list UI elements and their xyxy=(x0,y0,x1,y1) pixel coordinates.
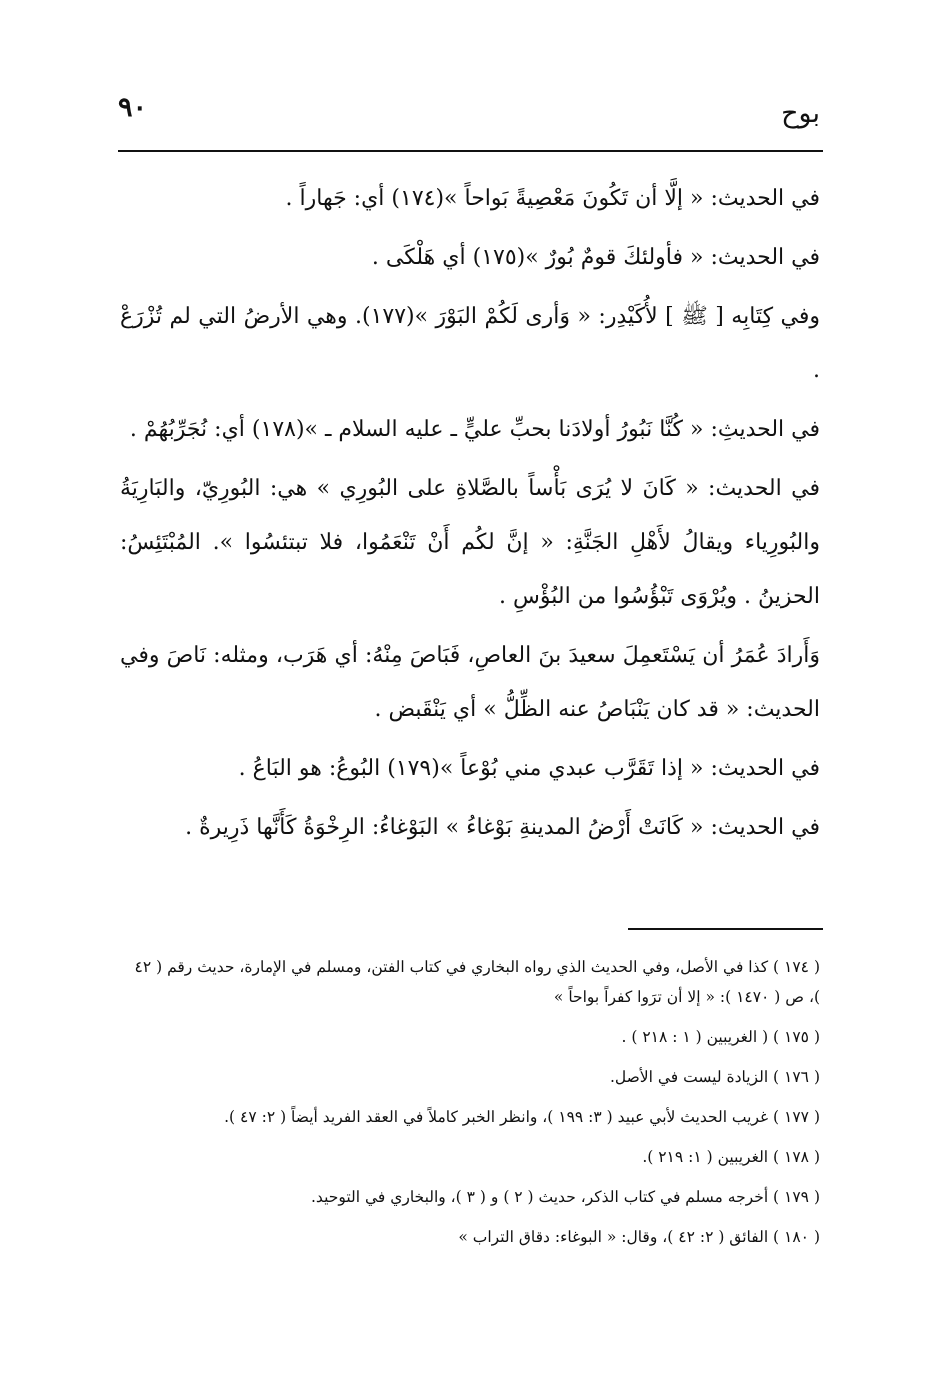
paragraph: في الحديثِ: « كُنَّا نَبُورُ أولادَنا بحبِّ عليٍّ ـ عليه السلام ـ »(١٧٨) أي: نُجَرِّبُهُمْ . xyxy=(129,417,820,442)
paragraph: وَأَرادَ عُمَرُ أن يَسْتَعمِلَ سعيدَ بنَ العاصِ، فَبَاصَ مِنْهُ: أي هَرَب، ومثله: نَاصَ وفي الحديث: « قد كان يَنْبَاصُ عنه الظِّلُّ » أي يَنْقَبض . xyxy=(120,643,820,722)
paragraph: في الحديث: « إلَّا أن تَكُونَ مَعْصِيةً بَواحاً »(١٧٤) أي: جَهاراً . xyxy=(285,186,820,211)
footnote: ( ١٨٠ ) الفائق ( ٢: ٤٢ )، وقال: « البوغاء: دقاق التراب » xyxy=(458,1228,820,1246)
page-number: ٩٠ xyxy=(118,92,148,123)
paragraph: في الحديث: « فأولئكَ قومٌ بُورٌ »(١٧٥) أي هَلْكَى . xyxy=(371,245,820,270)
header-divider xyxy=(118,150,823,152)
paragraph: في الحديث: « إذا تَقَرَّب عبدي مني بُوْعاً »(١٧٩) البُوعُ: هو البَاعُ . xyxy=(238,756,820,781)
page-header-title: بوح xyxy=(781,98,820,129)
paragraph: وفي كِتَابِه [ ﷺ ] لأُكَيْدِر: « وَأرى لَكُمْ البَوْرَ »(١٧٧). وهي الأرضُ التي لم تُزْرَعْ . xyxy=(120,304,820,383)
footnote: ( ١٧٨ ) الغريبين ( ١: ٢١٩ ). xyxy=(642,1148,820,1166)
paragraph: في الحديث: « كَانَ لا يُرَى بَأْساً بالصَّلاةِ على البُورِي » هي: البُورِيّ، والبَارِيَةُ والبُورِياء ويقالُ لأَهْلِ الجَنَّةِ: « إنَّ لكُم أَنْ تَنْعَمُوا، فلا تبتئسُوا ». المُبْتَئِسُ: الحزينُ . ويُرْوَى تَبْؤُسُوا من البُؤْسِ . xyxy=(120,476,820,609)
footnote: ( ١٧٩ ) أخرجه مسلم في كتاب الذكر، حديث ( ٢ ) و ( ٣ )، والبخاري في التوحيد. xyxy=(311,1188,820,1206)
footnote-divider xyxy=(628,928,823,930)
footnote: ( ١٧٤ ) كذا في الأصل، وفي الحديث الذي رواه البخاري في كتاب الفتن، ومسلم في الإمارة، حديث رقم ( ٤٢ )، ص ( ١٤٧٠ ): « إلا أن ترَوا كفراً بواحاً » xyxy=(134,958,820,1006)
main-text xyxy=(120,172,820,855)
footnote: ( ١٧٦ ) الزيادة ليست في الأصل. xyxy=(609,1068,820,1086)
footnote: ( ١٧٧ ) غريب الحديث لأبي عبيد ( ٣: ١٩٩ )، وانظر الخبر كاملاً في العقد الفريد أيضاً ( ٢: ٤٧ ). xyxy=(224,1108,820,1126)
footnotes xyxy=(120,952,820,1262)
footnote: ( ١٧٥ ) ( الغريبين ( ١ : ٢١٨ ) . xyxy=(621,1028,820,1046)
paragraph: في الحديث: « كَانَتْ أَرْضُ المدينةِ بَوْغاءُ » البَوْغاءُ: الرِخْوَةُ كَأَنَّها ذَرِيرةٌ . xyxy=(185,815,820,840)
